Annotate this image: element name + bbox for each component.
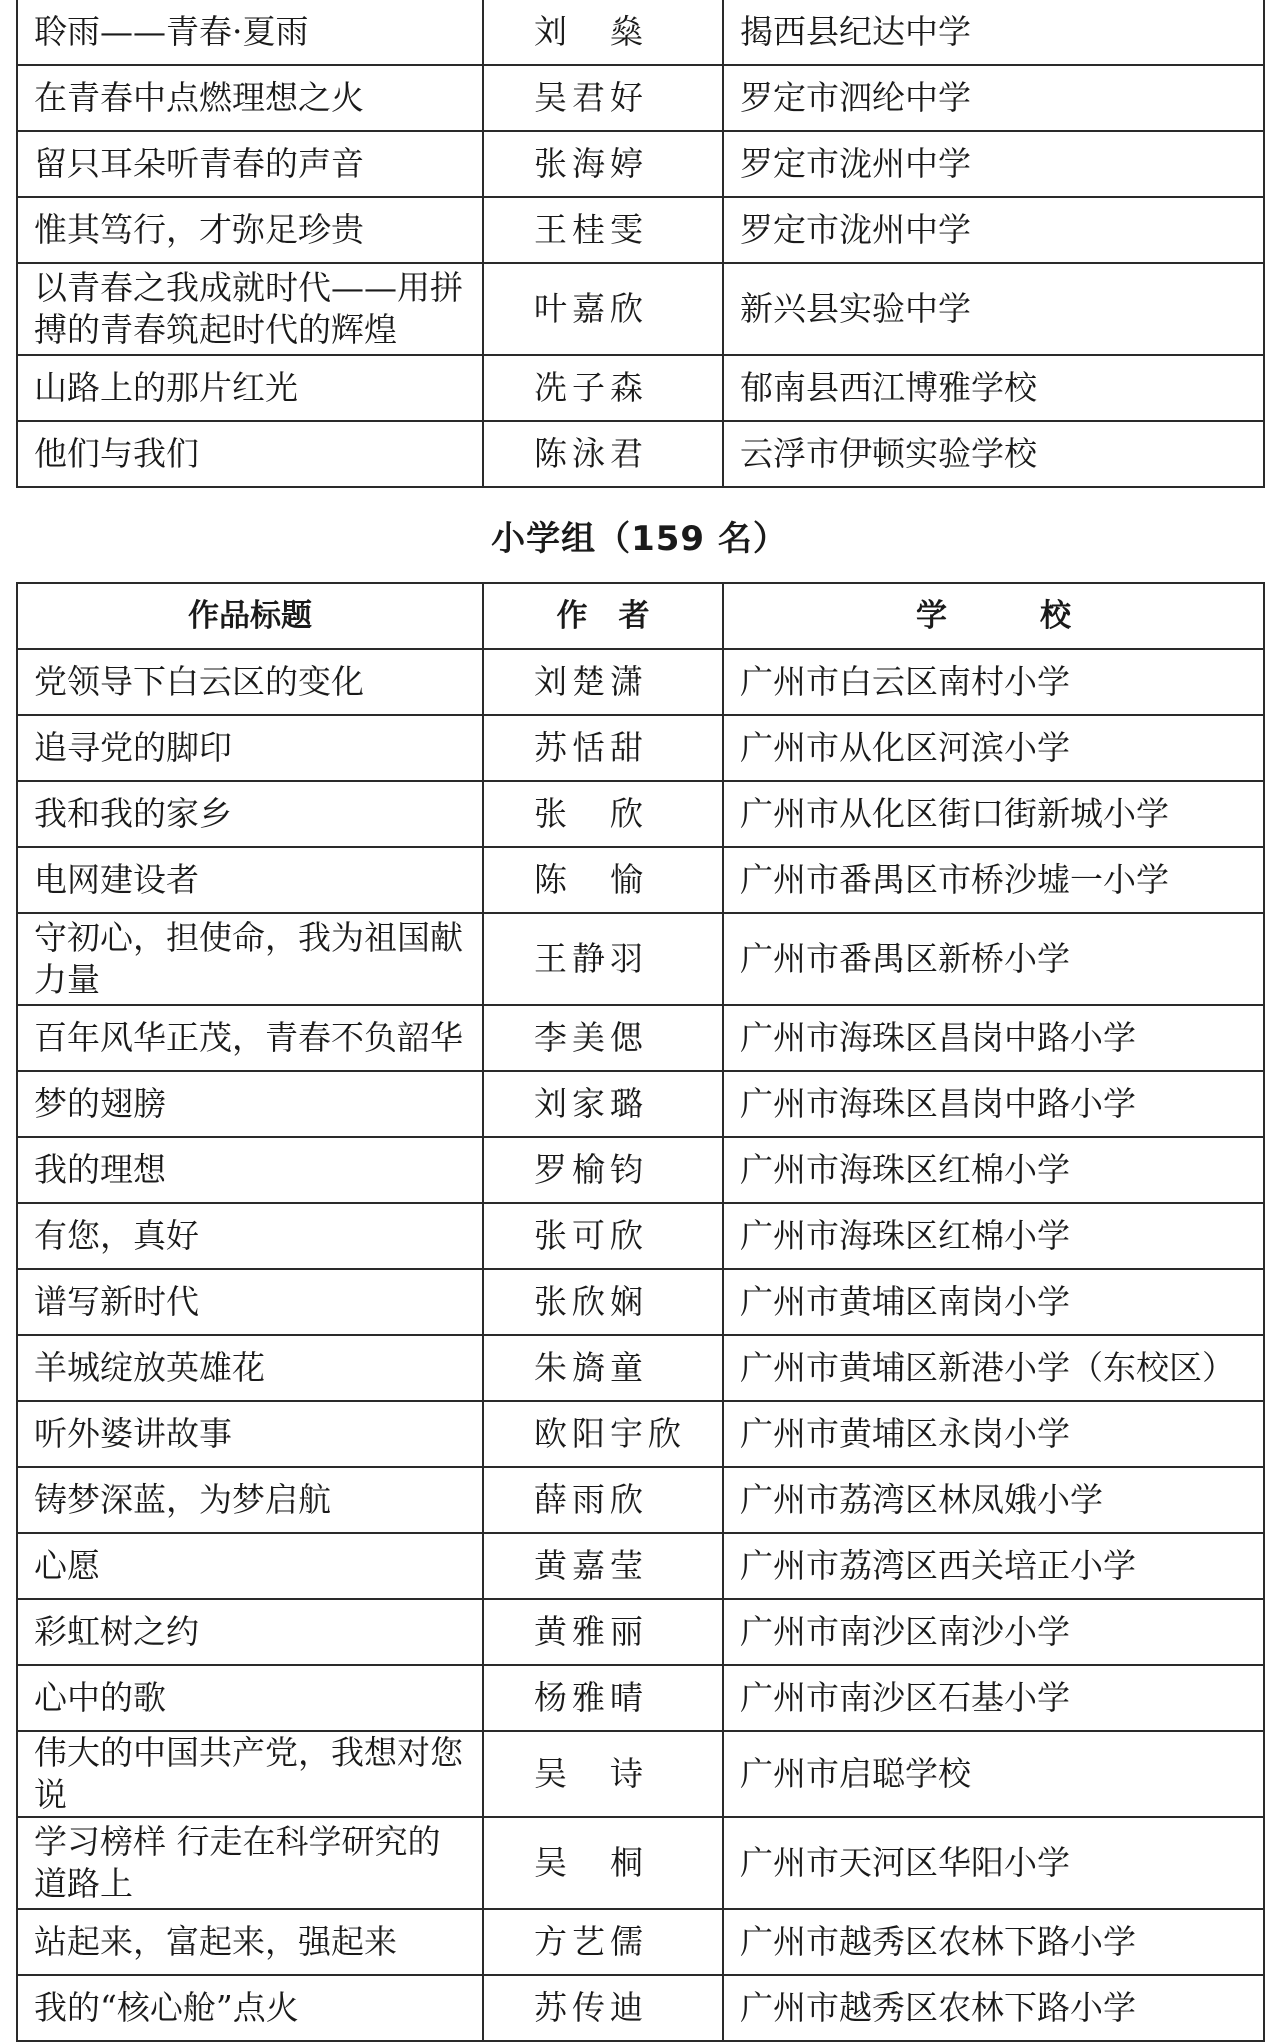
primary-school-table [16, 582, 1265, 2042]
cell-author: 黄嘉莹 [483, 1533, 723, 1599]
cell-author: 张可欣 [483, 1203, 723, 1269]
header-school: 学 校 [723, 583, 1264, 649]
table-row [17, 1137, 1264, 1203]
cell-title: 梦的翅膀 [17, 1071, 483, 1137]
table-row [17, 715, 1264, 781]
cell-school: 广州市海珠区红棉小学 [723, 1137, 1264, 1203]
cell-title: 留只耳朵听青春的声音 [17, 131, 483, 197]
cell-school: 广州市白云区南村小学 [723, 649, 1264, 715]
cell-author: 吴 桐 [483, 1817, 723, 1909]
cell-author: 刘 燊 [483, 0, 723, 65]
cell-author: 苏传迪 [483, 1975, 723, 2041]
table-row [17, 197, 1264, 263]
table-row [17, 1533, 1264, 1599]
cell-author: 张 欣 [483, 781, 723, 847]
cell-title: 有您，真好 [17, 1203, 483, 1269]
cell-author: 朱旖童 [483, 1335, 723, 1401]
cell-title: 我的理想 [17, 1137, 483, 1203]
table-row [17, 1335, 1264, 1401]
cell-school: 广州市南沙区石基小学 [723, 1665, 1264, 1731]
cell-title: 在青春中点燃理想之火 [17, 65, 483, 131]
table-row [17, 847, 1264, 913]
cell-school: 广州市海珠区红棉小学 [723, 1203, 1264, 1269]
cell-school: 罗定市泗纶中学 [723, 65, 1264, 131]
cell-school: 广州市荔湾区林凤娥小学 [723, 1467, 1264, 1533]
cell-title: 心中的歌 [17, 1665, 483, 1731]
cell-author: 吴君好 [483, 65, 723, 131]
cell-school: 新兴县实验中学 [723, 263, 1264, 355]
cell-school: 广州市番禺区新桥小学 [723, 913, 1264, 1005]
table-row [17, 1467, 1264, 1533]
cell-school: 广州市从化区河滨小学 [723, 715, 1264, 781]
cell-author: 冼子森 [483, 355, 723, 421]
table-row [17, 355, 1264, 421]
cell-author: 王静羽 [483, 913, 723, 1005]
table-row [17, 1005, 1264, 1071]
table-row [17, 1599, 1264, 1665]
cell-title: 谱写新时代 [17, 1269, 483, 1335]
cell-school: 揭西县纪达中学 [723, 0, 1264, 65]
table-row [17, 1817, 1264, 1909]
cell-author: 欧阳宇欣 [483, 1401, 723, 1467]
cell-author: 王桂雯 [483, 197, 723, 263]
cell-school: 罗定市泷州中学 [723, 131, 1264, 197]
cell-school: 广州市越秀区农林下路小学 [723, 1909, 1264, 1975]
table-row [17, 0, 1264, 65]
cell-title: 追寻党的脚印 [17, 715, 483, 781]
table-row [17, 1665, 1264, 1731]
table-row [17, 131, 1264, 197]
cell-author: 叶嘉欣 [483, 263, 723, 355]
cell-title: 学习榜样 行走在科学研究的道路上 [17, 1817, 483, 1909]
table-row [17, 1203, 1264, 1269]
cell-school: 广州市黄埔区新港小学（东校区） [723, 1335, 1264, 1401]
cell-title: 羊城绽放英雄花 [17, 1335, 483, 1401]
cell-author: 刘家璐 [483, 1071, 723, 1137]
cell-school: 广州市越秀区农林下路小学 [723, 1975, 1264, 2041]
table-row [17, 913, 1264, 1005]
cell-author: 刘楚潇 [483, 649, 723, 715]
cell-author: 罗榆钧 [483, 1137, 723, 1203]
table-row [17, 263, 1264, 355]
table-row [17, 1401, 1264, 1467]
cell-title: 我和我的家乡 [17, 781, 483, 847]
cell-title: 党领导下白云区的变化 [17, 649, 483, 715]
cell-school: 广州市从化区街口街新城小学 [723, 781, 1264, 847]
cell-title: 听外婆讲故事 [17, 1401, 483, 1467]
cell-author: 苏恬甜 [483, 715, 723, 781]
cell-title: 守初心，担使命，我为祖国献力量 [17, 913, 483, 1005]
table-header-row [17, 583, 1264, 649]
cell-title: 以青春之我成就时代——用拼搏的青春筑起时代的辉煌 [17, 263, 483, 355]
cell-school: 郁南县西江博雅学校 [723, 355, 1264, 421]
cell-title: 我的“核心舱”点火 [17, 1975, 483, 2041]
cell-title: 伟大的中国共产党，我想对您说 [17, 1731, 483, 1817]
cell-school: 广州市黄埔区永岗小学 [723, 1401, 1264, 1467]
cell-school: 广州市番禺区市桥沙墟一小学 [723, 847, 1264, 913]
table-row [17, 1975, 1264, 2041]
cell-school: 广州市南沙区南沙小学 [723, 1599, 1264, 1665]
table-row [17, 781, 1264, 847]
cell-school: 广州市黄埔区南岗小学 [723, 1269, 1264, 1335]
cell-title: 电网建设者 [17, 847, 483, 913]
cell-title: 聆雨——青春·夏雨 [17, 0, 483, 65]
cell-school: 广州市海珠区昌岗中路小学 [723, 1005, 1264, 1071]
middle-school-table-continued [16, 0, 1265, 488]
primary-section-title: 小学组（159 名） [491, 518, 788, 559]
cell-title: 铸梦深蓝，为梦启航 [17, 1467, 483, 1533]
cell-author: 陈泳君 [483, 421, 723, 487]
cell-author: 杨雅晴 [483, 1665, 723, 1731]
table-row [17, 1731, 1264, 1817]
cell-author: 薛雨欣 [483, 1467, 723, 1533]
cell-school: 罗定市泷州中学 [723, 197, 1264, 263]
table-row [17, 649, 1264, 715]
table-row [17, 1909, 1264, 1975]
cell-school: 云浮市伊顿实验学校 [723, 421, 1264, 487]
cell-author: 陈 愉 [483, 847, 723, 913]
cell-school: 广州市启聪学校 [723, 1731, 1264, 1817]
cell-title: 山路上的那片红光 [17, 355, 483, 421]
header-author: 作 者 [483, 583, 723, 649]
cell-title: 站起来，富起来，强起来 [17, 1909, 483, 1975]
table-row [17, 1071, 1264, 1137]
cell-author: 张海婷 [483, 131, 723, 197]
table-row [17, 65, 1264, 131]
cell-author: 吴 诗 [483, 1731, 723, 1817]
cell-author: 方艺儒 [483, 1909, 723, 1975]
header-title: 作品标题 [17, 583, 483, 649]
cell-title: 他们与我们 [17, 421, 483, 487]
cell-school: 广州市荔湾区西关培正小学 [723, 1533, 1264, 1599]
cell-author: 黄雅丽 [483, 1599, 723, 1665]
cell-title: 心愿 [17, 1533, 483, 1599]
cell-school: 广州市海珠区昌岗中路小学 [723, 1071, 1264, 1137]
table-row [17, 421, 1264, 487]
cell-title: 百年风华正茂，青春不负韶华 [17, 1005, 483, 1071]
document-page [16, 0, 1263, 2042]
cell-title: 惟其笃行，才弥足珍贵 [17, 197, 483, 263]
table-row [17, 1269, 1264, 1335]
cell-author: 李美偲 [483, 1005, 723, 1071]
cell-school: 广州市天河区华阳小学 [723, 1817, 1264, 1909]
cell-title: 彩虹树之约 [17, 1599, 483, 1665]
cell-author: 张欣娴 [483, 1269, 723, 1335]
